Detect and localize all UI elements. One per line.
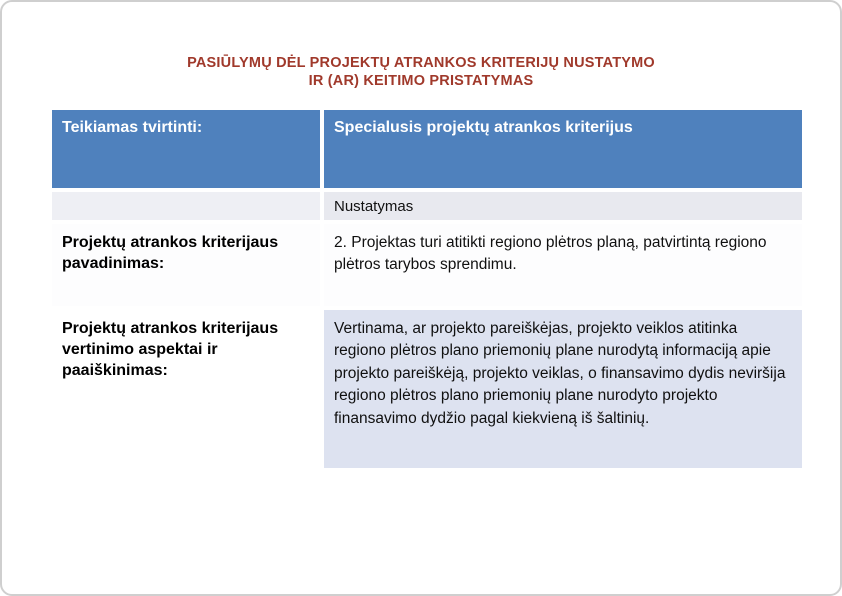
row-aspektai-value-cell: Vertinama, ar projekto pareiškėjas, projekto veiklos atitinka regiono plėtros plano priemonių plane nurodytą informaciją apie projekto pareiškėją, projekto veiklas, o finansavimo dydis neviršija regiono plėtros plano priemonių plane nurodyto projekto finansavimo dydžio pagal kiekvieną iš šaltinių.	[324, 310, 802, 468]
row-nustatymas-right-cell: Nustatymas	[324, 192, 802, 220]
slide-title-line2: IR (AR) KEITIMO PRISTATYMAS	[308, 73, 534, 90]
criteria-table	[52, 110, 802, 468]
slide-title-line1: PASIŪLYMŲ DĖL PROJEKTŲ ATRANKOS KRITERIJŲ NUSTATYMO	[187, 55, 655, 71]
table-header-right-cell: Specialusis projektų atrankos kriterijus	[324, 110, 802, 188]
row-aspektai-label-cell: Projektų atrankos kriterijaus vertinimo aspektai ir paaiškinimas:	[52, 310, 320, 468]
slide-title	[2, 54, 840, 90]
row-pavadinimas-value-cell: 2. Projektas turi atitikti regiono plėtros planą, patvirtintą regiono plėtros tarybos sprendimu.	[324, 224, 802, 306]
row-pavadinimas-label-cell: Projektų atrankos kriterijaus pavadinimas:	[52, 224, 320, 306]
table-header-left-cell: Teikiamas tvirtinti:	[52, 110, 320, 188]
row-nustatymas-left-cell	[52, 192, 320, 220]
